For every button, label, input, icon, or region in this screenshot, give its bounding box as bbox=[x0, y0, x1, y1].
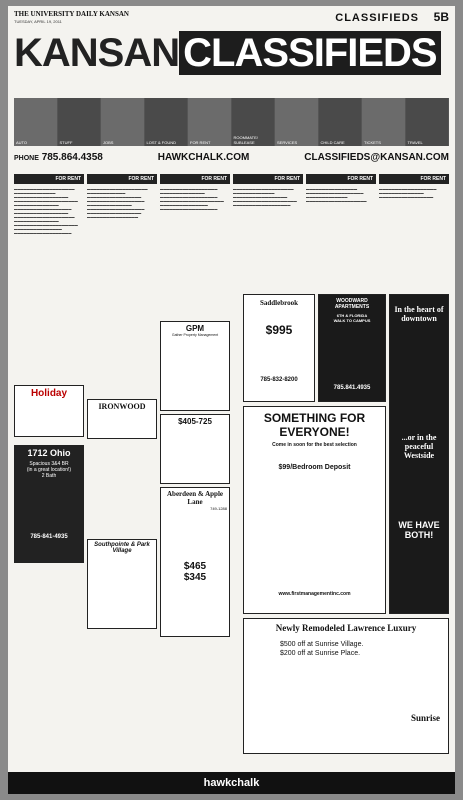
listing-columns bbox=[14, 174, 449, 754]
saddlebrook-ad[interactable]: Saddlebrook $995 785-832-8200 bbox=[243, 294, 315, 402]
ironwood-ad[interactable]: IRONWOOD bbox=[87, 399, 157, 439]
phone-number[interactable]: 785.864.4358 bbox=[41, 151, 103, 163]
for-rent-header: FOR RENT bbox=[379, 174, 449, 184]
for-rent-header: FOR RENT bbox=[87, 174, 157, 184]
paper-name: THE UNIVERSITY DAILY KANSAN bbox=[14, 10, 129, 18]
dateline: TUESDAY, APRIL 19, 2011 bbox=[14, 19, 62, 24]
lease-ad[interactable]: $405-725 bbox=[160, 414, 230, 484]
column-1 bbox=[14, 174, 84, 754]
section-name: CLASSIFIEDS bbox=[335, 12, 419, 24]
footer-bar bbox=[8, 772, 455, 794]
for-rent-header: FOR RENT bbox=[233, 174, 303, 184]
listing-text: ▬▬▬▬▬▬▬▬▬▬▬▬▬▬▬▬▬▬ ▬▬▬▬▬▬▬▬▬▬▬▬▬▬ ▬▬▬▬▬▬▬▬▬▬▬▬▬▬▬▬▬ bbox=[379, 187, 437, 199]
ohio-ad[interactable]: 1712 Ohio Spacious 3&4 BR (in a great location!) 2 Bath 785-841-4935 bbox=[14, 445, 84, 563]
category-tile[interactable]: LOST & FOUND bbox=[145, 98, 189, 146]
aberdeen-ad[interactable]: Aberdeen & Apple Lane 749-1288 $465 $345 bbox=[160, 487, 230, 637]
category-tile[interactable]: TICKETS bbox=[362, 98, 406, 146]
category-tile[interactable]: TRAVEL bbox=[406, 98, 450, 146]
category-tile[interactable]: AUTO bbox=[14, 98, 58, 146]
category-tile[interactable]: SERVICES bbox=[275, 98, 319, 146]
listing-text: ▬▬▬▬▬▬▬▬▬▬▬▬▬▬▬▬▬▬▬ ▬▬▬▬▬▬▬▬▬▬▬▬▬ ▬▬▬▬▬▬▬▬▬▬▬▬▬▬▬▬▬ ▬▬▬▬▬▬▬▬▬▬▬▬▬▬▬▬▬▬▬▬ ▬▬▬▬▬▬▬▬▬▬▬▬▬▬ ▬▬▬▬▬▬▬▬▬▬▬▬▬▬▬▬▬▬ ▬▬▬▬▬▬▬▬▬▬▬▬▬▬▬▬▬ ▬▬▬▬▬▬▬▬▬▬▬▬▬▬▬▬▬▬▬ ▬▬▬▬▬▬▬▬▬▬▬▬▬▬ ▬▬▬▬▬▬▬▬▬▬▬▬▬▬▬▬▬▬▬▬ ▬▬▬▬▬▬▬▬▬▬▬▬▬▬▬ ▬▬▬▬▬▬▬▬▬▬▬▬▬▬▬▬▬▬ bbox=[14, 187, 78, 235]
page-title bbox=[14, 32, 449, 74]
page-number: 5B bbox=[433, 10, 449, 24]
for-rent-header: FOR RENT bbox=[160, 174, 230, 184]
contact-bar bbox=[14, 150, 449, 164]
listing-text: ▬▬▬▬▬▬▬▬▬▬▬▬▬▬▬▬▬▬ ▬▬▬▬▬▬▬▬▬▬▬▬▬▬ ▬▬▬▬▬▬▬▬▬▬▬▬▬▬▬▬▬▬ ▬▬▬▬▬▬▬▬▬▬▬▬▬▬▬▬▬▬▬▬ ▬▬▬▬▬▬▬▬▬▬▬▬▬▬▬ ▬▬▬▬▬▬▬▬▬▬▬▬▬▬▬▬▬▬ bbox=[160, 187, 224, 211]
for-rent-header: FOR RENT bbox=[14, 174, 84, 184]
title-left: KANSAN bbox=[14, 31, 180, 75]
column-3 bbox=[160, 174, 230, 754]
holiday-ad[interactable]: Holiday bbox=[14, 385, 84, 437]
category-photo-strip bbox=[14, 98, 449, 146]
footer-brand: hawkchalk bbox=[203, 777, 260, 789]
listing-text: ▬▬▬▬▬▬▬▬▬▬▬▬▬▬▬▬ ▬▬▬▬▬▬▬▬▬▬▬▬▬▬▬▬▬▬ ▬▬▬▬▬▬▬▬▬▬▬▬▬ ▬▬▬▬▬▬▬▬▬▬▬▬▬▬▬▬▬▬▬ bbox=[306, 187, 367, 203]
gpm-ad[interactable]: GPM Gather Property Management bbox=[160, 321, 230, 411]
category-tile[interactable]: STUFF bbox=[58, 98, 102, 146]
category-tile[interactable]: JOBS bbox=[101, 98, 145, 146]
listing-text: ▬▬▬▬▬▬▬▬▬▬▬▬▬▬▬▬▬▬▬ ▬▬▬▬▬▬▬▬▬▬▬▬▬ ▬▬▬▬▬▬▬▬▬▬▬▬▬▬▬▬▬ ▬▬▬▬▬▬▬▬▬▬▬▬▬▬▬▬▬▬▬▬ ▬▬▬▬▬▬▬▬▬▬▬▬▬▬▬▬▬▬ bbox=[233, 187, 297, 207]
newspaper-page bbox=[8, 6, 455, 794]
title-right: CLASSIFIEDS bbox=[179, 31, 440, 75]
listing-text: ▬▬▬▬▬▬▬▬▬▬▬▬▬▬▬▬▬▬▬ ▬▬▬▬▬▬▬▬▬▬▬▬ ▬▬▬▬▬▬▬▬▬▬▬▬▬▬▬▬▬ ▬▬▬▬▬▬▬▬▬▬▬▬▬▬▬▬▬▬ ▬▬▬▬▬▬▬▬▬▬▬▬▬▬ ▬▬▬▬▬▬▬▬▬▬▬▬▬▬▬▬▬▬ ▬▬▬▬▬▬▬▬▬▬▬▬▬▬▬▬▬ ▬▬▬▬▬▬▬▬▬▬▬▬▬▬▬▬ bbox=[87, 187, 148, 219]
sunrise-ad[interactable]: Newly Remodeled Lawrence Luxury $500 off at Sunrise Village. $200 off at Sunrise Place. Sunrise bbox=[243, 618, 449, 754]
phone-label: PHONE bbox=[14, 154, 39, 162]
southpointe-ad[interactable]: Southpointe & Park Village bbox=[87, 539, 157, 629]
first-management-ad[interactable]: SOMETHING FOR EVERYONE! Come in soon for the best selection $99/Bedroom Deposit www.firstmanagementinc.com bbox=[243, 406, 386, 614]
midwest-property-ad[interactable]: In the heart of downtown ...or in the peaceful Westside WE HAVE BOTH! bbox=[389, 294, 449, 614]
category-tile[interactable]: ROOMMATE/ SUBLEASE bbox=[232, 98, 276, 146]
woodward-ad[interactable]: WOODWARD APARTMENTS 6TH & FLORIDA WALK TO CAMPUS 785.841.4935 bbox=[318, 294, 386, 402]
website-link[interactable]: HAWKCHALK.COM bbox=[157, 151, 250, 163]
email-link[interactable]: CLASSIFIEDS@KANSAN.COM bbox=[304, 151, 449, 163]
category-tile[interactable]: CHILD CARE bbox=[319, 98, 363, 146]
category-tile[interactable]: FOR RENT bbox=[188, 98, 232, 146]
for-rent-header: FOR RENT bbox=[306, 174, 376, 184]
column-2 bbox=[87, 174, 157, 754]
